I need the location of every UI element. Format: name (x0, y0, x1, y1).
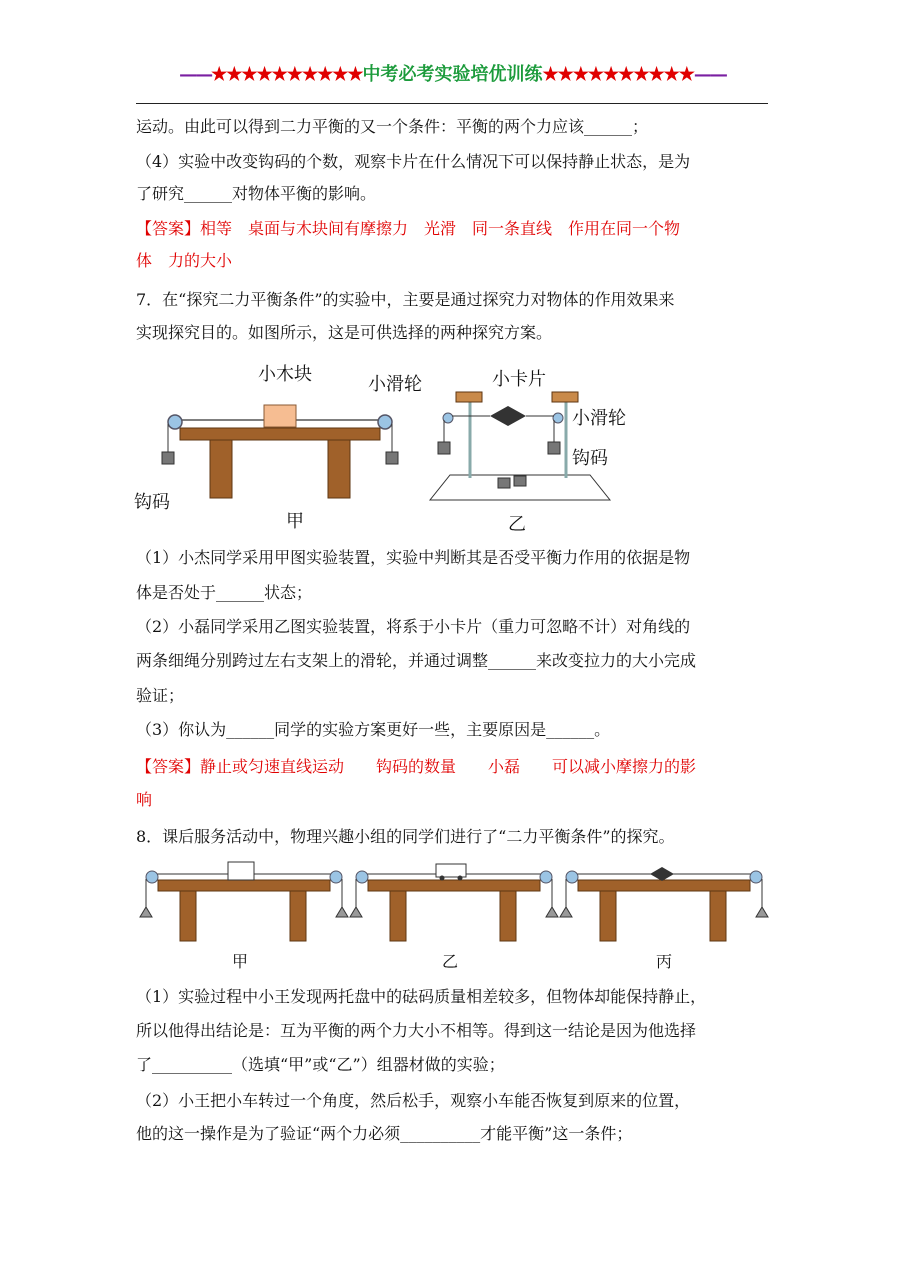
header-right-rule: —— (693, 64, 726, 85)
label-pulley-right: 小滑轮 (572, 408, 626, 429)
answer-line: 响 (136, 790, 153, 809)
question-7-2-line: 验证； (136, 686, 185, 705)
answer-line: 体 力的大小 (136, 251, 233, 270)
header-right-stars: ★★★★★★★★★★ (542, 64, 694, 85)
answer-line: 【答案】相等 桌面与木块间有摩擦力 光滑 同一条直线 作用在同一个物 (136, 219, 681, 238)
header-left-stars: ★★★★★★★★★★ (211, 64, 363, 85)
caption-left: 甲 (286, 511, 304, 532)
question-7-2-line: （2）小磊同学采用乙图实验装置，将系于小卡片（重力可忽略不计）对角线的 (136, 617, 691, 636)
figure-7-left-setup (134, 364, 422, 532)
question-8-1-line: （1）实验过程中小王发现两托盘中的砝码质量相差较多，但物体却能保持静止， (136, 987, 707, 1006)
question-7-1-line: 体是否处于______状态； (136, 583, 313, 602)
label-weight-right: 钩码 (572, 448, 608, 469)
label-card: 小卡片 (492, 369, 546, 390)
question-7-1-line: （1）小杰同学采用甲图实验装置，实验中判断其是否受平衡力作用的依据是物 (136, 548, 691, 567)
header-left-rule: —— (179, 64, 212, 85)
question-8-2-line: 他的这一操作是为了验证“两个力必须__________才能平衡”这一条件； (136, 1124, 633, 1143)
question-8-line: 8．课后服务活动中，物理兴趣小组的同学们进行了“二力平衡条件”的探究。 (136, 827, 675, 846)
figure-8-setup-1 (140, 862, 348, 971)
question-8-1-line: 所以他得出结论是：互为平衡的两个力大小不相等。得到这一结论是因为他选择 (136, 1021, 697, 1040)
question-7-2-line: 两条细绳分别跨过左右支架上的滑轮，并通过调整______来改变拉力的大小完成 (136, 651, 697, 670)
label-pulley-left: 小滑轮 (368, 374, 422, 395)
figure-8 (130, 855, 770, 975)
figure-7-right-setup (430, 369, 626, 535)
caption-1: 甲 (232, 952, 249, 971)
text-line: 了研究______对物体平衡的影响。 (136, 184, 377, 203)
figure-8-setup-3 (560, 867, 768, 971)
label-block: 小木块 (258, 364, 312, 385)
header-divider (136, 103, 768, 104)
figure-8-setup-2 (350, 864, 558, 971)
header-title: 中考必考实验培优训练 (362, 64, 543, 85)
question-7-line: 7．在“探究二力平衡条件”的实验中，主要是通过探究力对物体的作用效果来 (136, 290, 675, 309)
text-line: 运动。由此可以得到二力平衡的又一个条件：平衡的两个力应该______； (136, 117, 649, 136)
page-header (0, 60, 905, 86)
text-line: （4）实验中改变钩码的个数，观察卡片在什么情况下可以保持静止状态，是为 (136, 152, 691, 171)
label-weight-left: 钩码 (134, 492, 170, 513)
question-7-line: 实现探究目的。如图所示，这是可供选择的两种探究方案。 (136, 323, 553, 342)
caption-2: 乙 (442, 952, 459, 971)
caption-3: 丙 (656, 952, 673, 971)
question-8-2-line: （2）小王把小车转过一个角度，然后松手，观察小车能否恢复到原来的位置， (136, 1091, 691, 1110)
figure-7 (130, 360, 630, 540)
question-7-3-line: （3）你认为______同学的实验方案更好一些，主要原因是______。 (136, 720, 611, 739)
answer-line: 【答案】静止或匀速直线运动 钩码的数量 小磊 可以减小摩擦力的影 (136, 757, 697, 776)
question-8-1-line: 了__________（选填“甲”或“乙”）组器材做的实验； (136, 1055, 505, 1074)
caption-right: 乙 (508, 514, 526, 535)
